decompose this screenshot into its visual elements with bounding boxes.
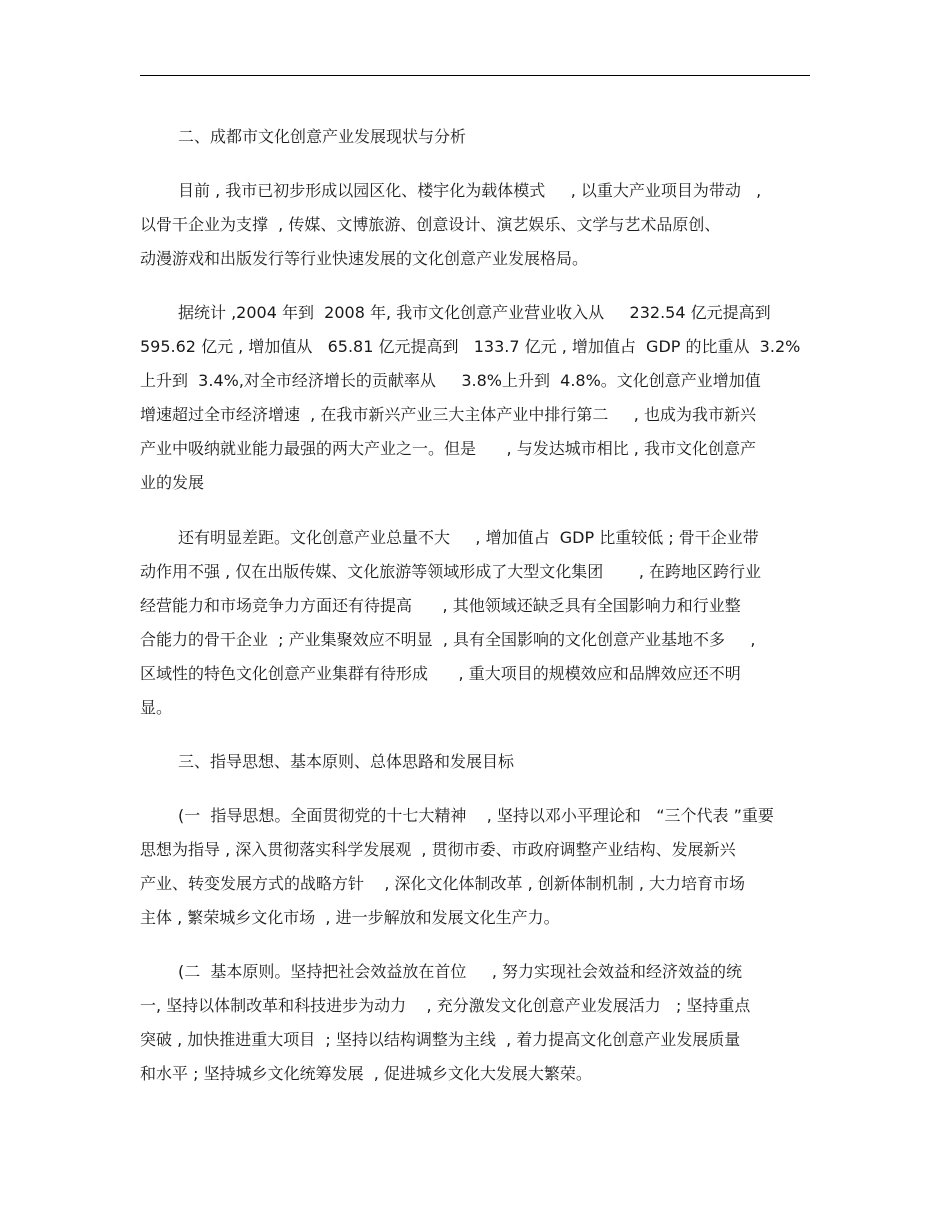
paragraph-5-line-3: 突破 , 加快推进重大项目 ; 坚持以结构调整为主线 , 着力提高文化创意产业发展质量 bbox=[140, 1030, 741, 1049]
header-rule bbox=[140, 75, 810, 76]
paragraph-3-line-3: 经营能力和市场竞争力方面还有待提高 , 其他领域还缺乏具有全国影响力和行业整 bbox=[140, 596, 741, 615]
paragraph-2-line-3: 上升到 3.4%,对全市经济增长的贡献率从 3.8%上升到 4.8%。文化创意产业增加值 bbox=[140, 371, 761, 390]
paragraph-5-line-4: 和水平 ; 坚持城乡文化统筹发展 , 促进城乡文化大发展大繁荣。 bbox=[140, 1064, 592, 1083]
paragraph-2-line-1: 据统计 ,2004 年到 2008 年, 我市文化创意产业营业收入从 232.54 亿元提高到 bbox=[178, 303, 771, 322]
paragraph-4-line-3: 产业、转变发展方式的战略方针 , 深化文化体制改革 , 创新体制机制 , 大力培育市场 bbox=[140, 874, 746, 893]
section-heading-3: 三、指导思想、基本原则、总体思路和发展目标 bbox=[178, 752, 515, 771]
paragraph-2-line-2: 595.62 亿元 , 增加值从 65.81 亿元提高到 133.7 亿元 , 增加值占 GDP 的比重从 3.2% bbox=[140, 337, 801, 356]
paragraph-3-line-5: 区域性的特色文化创意产业集群有待形成 , 重大项目的规模效应和品牌效应还不明 bbox=[140, 664, 741, 683]
paragraph-2-line-5: 产业中吸纳就业能力最强的两大产业之一。但是 , 与发达城市相比 , 我市文化创意产 bbox=[140, 439, 756, 458]
paragraph-3-line-6: 显。 bbox=[140, 698, 173, 717]
section-heading-2: 二、成都市文化创意产业发展现状与分析 bbox=[178, 127, 467, 146]
paragraph-4-line-1: (一 指导思想。全面贯彻党的十七大精神 , 坚持以邓小平理论和 “三个代表 ”重要 bbox=[178, 806, 774, 825]
paragraph-5-line-1: (二 基本原则。坚持把社会效益放在首位 , 努力实现社会效益和经济效益的统 bbox=[178, 962, 743, 981]
paragraph-4-line-4: 主体 , 繁荣城乡文化市场 , 进一步解放和发展文化生产力。 bbox=[140, 908, 560, 927]
paragraph-3-line-2: 动作用不强 , 仅在出版传媒、文化旅游等领域形成了大型文化集团 , 在跨地区跨行业 bbox=[140, 562, 762, 581]
paragraph-2-line-6: 业的发展 bbox=[140, 473, 205, 492]
paragraph-1-line-1: 目前 , 我市已初步形成以园区化、楼宇化为载体模式 , 以重大产业项目为带动 , bbox=[178, 181, 762, 200]
paragraph-4-line-2: 思想为指导 , 深入贯彻落实科学发展观 , 贯彻市委、市政府调整产业结构、发展新兴 bbox=[140, 840, 736, 859]
paragraph-1-line-3: 动漫游戏和出版发行等行业快速发展的文化创意产业发展格局。 bbox=[140, 249, 589, 268]
paragraph-3-line-1: 还有明显差距。文化创意产业总量不大 , 增加值占 GDP 比重较低 ; 骨干企业带 bbox=[178, 528, 759, 547]
paragraph-2-line-4: 增速超过全市经济增速 , 在我市新兴产业三大主体产业中排行第二 , 也成为我市新兴 bbox=[140, 405, 756, 424]
paragraph-3-line-4: 合能力的骨干企业 ; 产业集聚效应不明显 , 具有全国影响的文化创意产业基地不多 , bbox=[140, 630, 756, 649]
paragraph-1-line-2: 以骨干企业为支撑 , 传媒、文博旅游、创意设计、演艺娱乐、文学与艺术品原创、 bbox=[140, 215, 721, 234]
paragraph-5-line-2: 一, 坚持以体制改革和科技进步为动力 , 充分激发文化创意产业发展活力 ; 坚持重点 bbox=[140, 996, 751, 1015]
